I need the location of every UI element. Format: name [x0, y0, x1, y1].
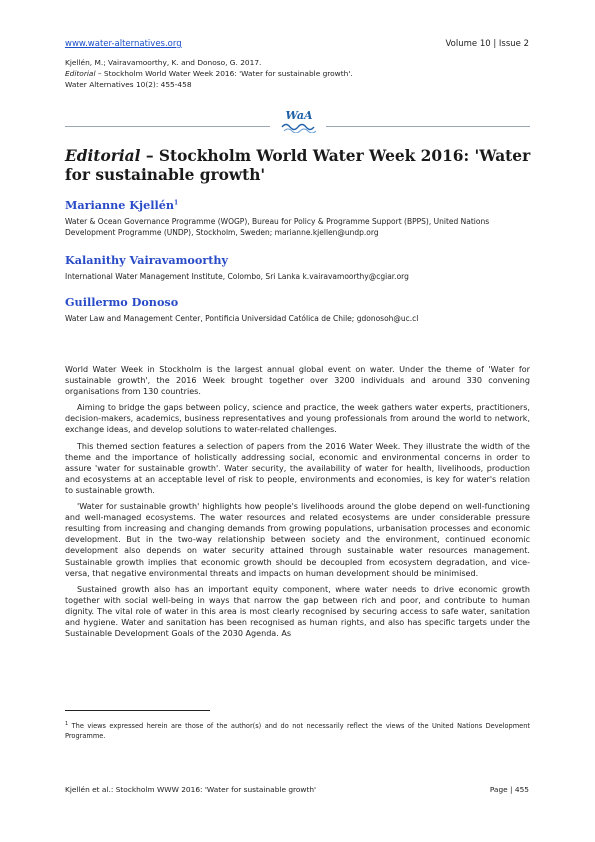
body-paragraph: Sustained growth also has an important equity component, where water needs to drive economic growth together with social well-being in ways that narrow the gap between rich and poor, and contribute to human dignity. The vital role of water in this area is most clearly recognised by securing access to safe water, sanitation and hygiene. Water and sanitation has been recognised as human rights, and also has specific targets under the Sustainable Development Goals of the 2030 Agenda. As — [65, 584, 530, 639]
journal-logo-text: WaA — [285, 109, 313, 122]
citation-title — [65, 69, 353, 80]
journal-website-link[interactable]: www.water-alternatives.org — [65, 39, 182, 49]
article-title — [65, 147, 535, 185]
body-paragraph: Aiming to bridge the gaps between policy, science and practice, the week gathers water experts, practitioners, decision-makers, academics, business representatives and young professionals from around the world to network, exchange ideas, and develop solutions to water-related challenges. — [65, 403, 530, 435]
footnote-divider — [65, 710, 210, 711]
citation-title-rest: – Stockholm World Water Week 2016: 'Water for sustainable growth'. — [95, 69, 353, 78]
author-affiliation: Water & Ocean Governance Programme (WOGP), Bureau for Policy & Programme Support (BPPS), United Nations Development Programme (UNDP), Stockholm, Sweden; marianne.kjellen@undp.org — [65, 217, 490, 237]
header-divider-right — [326, 126, 530, 127]
volume-issue: Volume 10 | Issue 2 — [445, 39, 529, 49]
body-paragraph: 'Water for sustainable growth' highlights how people's livelihoods around the globe depend on well-functioning and well-managed ecosystems. The water resources and related ecosystems are under considerable pressure resulting from increasing and changing demands from growing populations, urbanisation processes and economic development. But in the two-way relationship between society and the environment, continued economic development also depends on water security attained through sustainable water resources management. Sustainable growth implies that economic growth should be decoupled from ecosystem degradation, and vice-versa, that negative environmental threats and impacts on human development should be minimised. — [65, 502, 530, 578]
author-affiliation: Water Law and Management Center, Pontificia Universidad Católica de Chile; gdonosoh@uc.cl — [65, 314, 419, 323]
article-title-italic: Editorial — [65, 147, 141, 165]
author-name — [65, 253, 228, 267]
body-paragraph: World Water Week in Stockholm is the largest annual global event on water. Under the theme of 'Water for sustainable growth', the 2016 Week brought together over 3200 individuals and around 330 convening organisations from 130 countries. — [65, 365, 530, 397]
header-divider-left — [65, 126, 270, 127]
author-name — [65, 198, 178, 212]
page-number: Page | 455 — [489, 785, 529, 794]
citation-title-italic: Editorial — [65, 69, 96, 78]
footnote — [65, 719, 530, 741]
footnote-mark: 1 — [173, 199, 179, 207]
footnote-number: 1 — [65, 721, 69, 727]
author-affiliation: International Water Management Institute, Colombo, Sri Lanka k.vairavamoorthy@cgiar.org — [65, 272, 409, 281]
article-title-rest: – Stockholm World Water Week 2016: 'Water for sustainable growth' — [65, 147, 531, 184]
wave-icon — [281, 121, 317, 133]
journal-logo — [278, 107, 320, 135]
body-paragraph: This themed section features a selection of papers from the 2016 Water Week. They illustrate the width of the theme and the importance of holistically addressing social, economic and environmental concerns in order to assure 'water for sustainable growth'. Water security, the availability of water for health, livelihoods, production and ecosystems at an acceptable level of risk to people, environments and economies, is key for water's relation to sustainable growth. — [65, 441, 530, 495]
footnote-text: The views expressed herein are those of the author(s) and do not necessarily reflect the views of the United Nations Development Programme. — [65, 722, 530, 741]
author-name-text: Marianne Kjellén — [65, 198, 174, 212]
running-footer: Kjellén et al.: Stockholm WWW 2016: 'Water for sustainable growth' — [65, 785, 317, 794]
author-name-text: Guillermo Donoso — [65, 295, 179, 309]
article-body — [65, 364, 530, 644]
author-name — [65, 295, 178, 309]
citation-authors: Kjellén, M.; Vairavamoorthy, K. and Donoso, G. 2017. — [65, 58, 262, 67]
author-name-text: Kalanithy Vairavamoorthy — [65, 253, 229, 267]
citation-source: Water Alternatives 10(2): 455-458 — [65, 80, 192, 89]
